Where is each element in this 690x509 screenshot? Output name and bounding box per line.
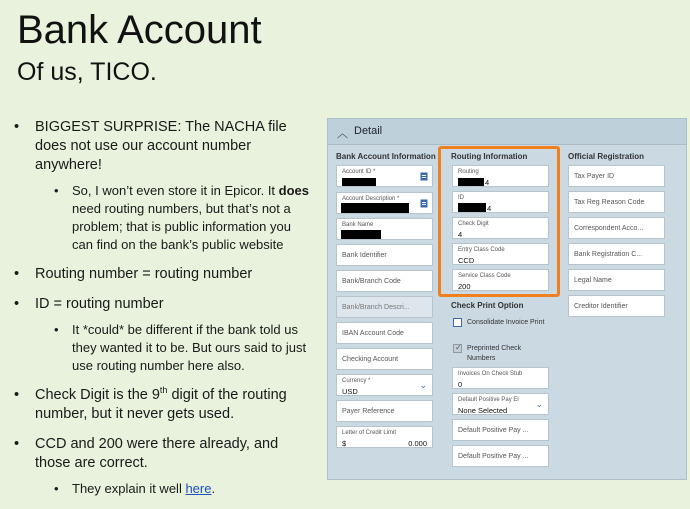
routing-suffix: 4 bbox=[485, 178, 490, 187]
sub-bullet-bold: does bbox=[278, 183, 309, 198]
currency-select[interactable] bbox=[336, 374, 433, 396]
tax-payer-id-field[interactable] bbox=[568, 165, 665, 187]
field-placeholder: Legal Name bbox=[574, 277, 612, 284]
letter-of-credit-field[interactable] bbox=[336, 426, 433, 448]
legal-name-field[interactable] bbox=[568, 269, 665, 291]
bank-branch-desc-field[interactable] bbox=[336, 296, 433, 318]
field-placeholder: Default Positive Pay ... bbox=[458, 453, 529, 460]
checking-account-field[interactable] bbox=[336, 348, 433, 370]
invoices-on-check-stub-field[interactable] bbox=[452, 367, 549, 389]
bank-registration-field[interactable] bbox=[568, 243, 665, 265]
sub-bullet-epicor bbox=[14, 182, 314, 254]
field-placeholder: Default Positive Pay ... bbox=[458, 427, 529, 434]
sub-bullet-explain bbox=[14, 480, 314, 498]
slide-title: Bank Account bbox=[17, 8, 262, 52]
check-print-option-title: Check Print Option bbox=[451, 301, 524, 310]
currency-symbol: $ bbox=[342, 439, 347, 448]
default-positive-pay-el-select[interactable] bbox=[452, 393, 549, 415]
redacted-value bbox=[342, 178, 376, 187]
service-class-value: 200 bbox=[458, 282, 471, 291]
field-caption: Currency * bbox=[342, 378, 371, 384]
bank-account-info-title: Bank Account Information bbox=[336, 152, 436, 161]
entry-class-value: CCD bbox=[458, 256, 475, 265]
detail-header[interactable] bbox=[328, 119, 686, 145]
field-caption: Letter of Credit Limit bbox=[342, 430, 397, 436]
redacted-value bbox=[341, 203, 409, 214]
field-placeholder: Bank/Branch Code bbox=[342, 278, 401, 285]
slide-subtitle: Of us, TICO. bbox=[17, 58, 157, 86]
id-suffix: 4 bbox=[487, 204, 492, 213]
checkbox-label: Consolidate Invoice Print bbox=[467, 319, 545, 326]
field-caption: Invoices On Check Stub bbox=[458, 371, 523, 377]
invoices-value: 0 bbox=[458, 380, 463, 389]
bank-identifier-field[interactable] bbox=[336, 244, 433, 266]
field-caption: ID bbox=[458, 195, 464, 201]
detail-header-label: Detail bbox=[354, 125, 383, 137]
chevron-down-icon[interactable]: ⌄ bbox=[419, 380, 427, 390]
tax-reg-reason-field[interactable] bbox=[568, 191, 665, 213]
field-caption: Service Class Code bbox=[458, 273, 511, 279]
bullet-routing: • Routing number = routing number bbox=[14, 265, 314, 284]
default-pp-el-value: None Selected bbox=[458, 406, 508, 415]
redacted-value bbox=[341, 230, 381, 240]
loc-value: 0.000 bbox=[408, 439, 427, 448]
currency-value: USD bbox=[342, 387, 358, 396]
sub-bullet-text: need routing numbers, but that’s not a problem; that is public information you can find on the bank’s public website bbox=[72, 201, 291, 252]
check-digit-value: 4 bbox=[458, 230, 463, 239]
field-placeholder: Correspondent Acco... bbox=[574, 225, 644, 232]
chevron-down-icon[interactable]: ⌄ bbox=[535, 399, 543, 409]
superscript: th bbox=[159, 385, 168, 396]
bullet-nacha: • BIGGEST SURPRISE: The NACHA file does not use our account number anywhere! bbox=[14, 118, 314, 175]
field-placeholder: Bank Identifier bbox=[342, 252, 387, 259]
routing-highlight-box bbox=[438, 146, 560, 297]
account-id-field[interactable] bbox=[336, 165, 433, 187]
payer-reference-field[interactable] bbox=[336, 400, 433, 422]
bullet-text: Check Digit is the 9 bbox=[35, 387, 160, 403]
field-caption: Default Positive Pay El bbox=[458, 397, 519, 403]
account-description-field[interactable] bbox=[336, 192, 433, 214]
field-placeholder: Bank Registration C... bbox=[574, 251, 643, 258]
field-caption: Bank Name bbox=[342, 222, 374, 228]
field-caption: Account Description * bbox=[342, 196, 400, 202]
here-link[interactable]: here bbox=[185, 481, 212, 496]
iban-account-code-field[interactable] bbox=[336, 322, 433, 344]
checkbox-label: Preprinted Check Numbers bbox=[467, 345, 522, 362]
field-caption: Check Digit bbox=[458, 221, 489, 227]
field-placeholder: Creditor Identifier bbox=[574, 303, 628, 310]
detail-panel bbox=[327, 118, 687, 480]
bullet-text: digit of the routing number, but it never gets used. bbox=[35, 387, 287, 422]
sub-bullet-text: . bbox=[211, 481, 216, 496]
field-placeholder: Bank/Branch Descri... bbox=[342, 304, 410, 311]
bank-name-field[interactable] bbox=[336, 218, 433, 240]
sub-bullet-text: So, I won’t even store it in Epicor. It bbox=[72, 183, 279, 198]
field-caption: Account ID * bbox=[342, 169, 376, 175]
bullet-list bbox=[14, 118, 314, 509]
field-placeholder: Tax Reg Reason Code bbox=[574, 199, 645, 206]
bank-branch-code-field[interactable] bbox=[336, 270, 433, 292]
field-placeholder: Checking Account bbox=[342, 356, 399, 363]
copy-icon[interactable] bbox=[420, 199, 428, 208]
official-registration-title: Official Registration bbox=[568, 152, 645, 161]
field-placeholder: Tax Payer ID bbox=[574, 173, 615, 180]
default-positive-pay-field-1[interactable] bbox=[452, 419, 549, 441]
chevron-up-icon[interactable]: ︿ bbox=[337, 128, 348, 140]
copy-icon[interactable] bbox=[420, 172, 428, 181]
checkbox-box-checked[interactable] bbox=[453, 344, 462, 353]
field-placeholder: Payer Reference bbox=[342, 408, 395, 415]
bullet-ccd: • CCD and 200 were there already, and those are correct. bbox=[14, 435, 314, 473]
default-positive-pay-field-2[interactable] bbox=[452, 445, 549, 467]
field-caption: Routing bbox=[458, 169, 479, 175]
field-caption: Entry Class Code bbox=[458, 247, 505, 253]
sub-bullet-text: They explain it well bbox=[72, 481, 186, 496]
sub-bullet-id: • It *could* be different if the bank told us they wanted it to be. But ours said to just use routing number here also. bbox=[14, 321, 314, 375]
checkbox-box[interactable] bbox=[453, 318, 462, 327]
correspondent-account-field[interactable] bbox=[568, 217, 665, 239]
creditor-identifier-field[interactable] bbox=[568, 295, 665, 317]
bullet-check-digit bbox=[14, 386, 314, 424]
field-placeholder: IBAN Account Code bbox=[342, 330, 404, 337]
routing-info-title: Routing Information bbox=[451, 152, 528, 161]
bullet-id: • ID = routing number bbox=[14, 295, 314, 314]
